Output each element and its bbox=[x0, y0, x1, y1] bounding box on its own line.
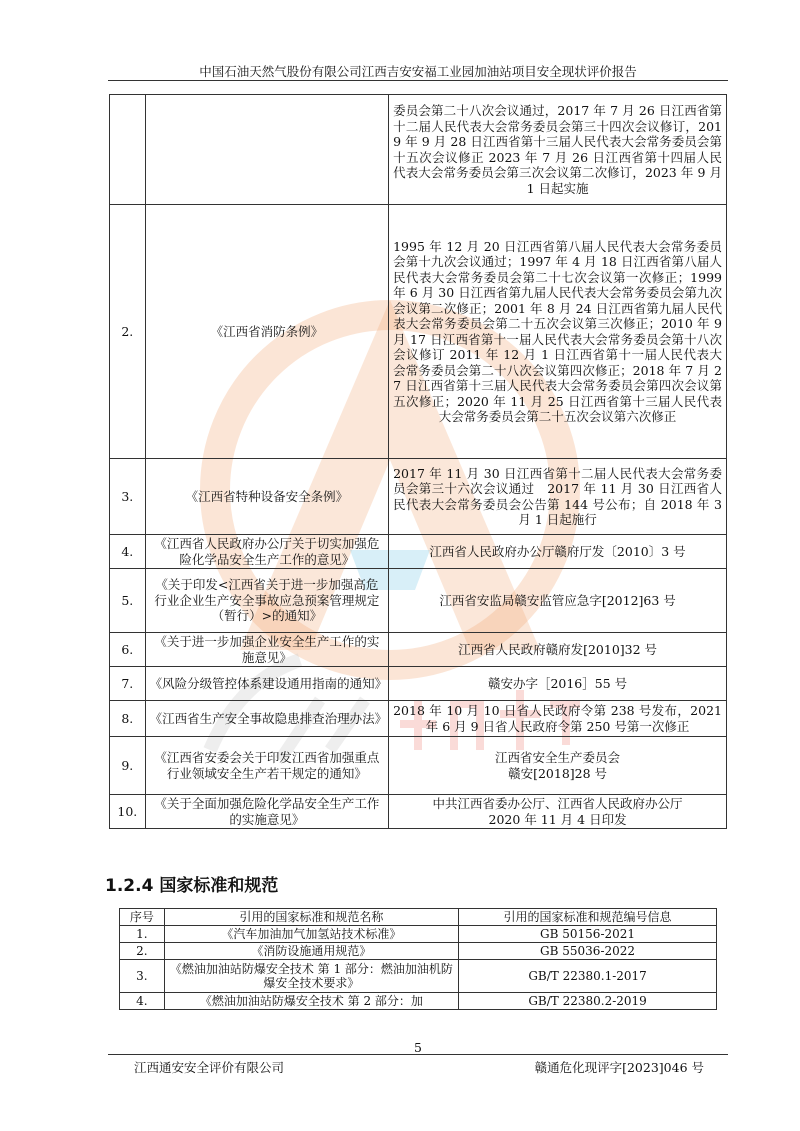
table-row bbox=[110, 205, 727, 459]
row-number: 3. bbox=[110, 459, 146, 535]
regulation-info: 江西省安监局赣安监管应急字[2012]63 号 bbox=[389, 569, 727, 633]
regulation-info: 江西省人民政府办公厅赣府厅发〔2010〕3 号 bbox=[389, 535, 727, 569]
regulation-name bbox=[145, 95, 388, 205]
table-row bbox=[110, 795, 727, 829]
section-heading: 1.2.4 国家标准和规范 bbox=[105, 876, 279, 896]
standard-name: 《汽车加油加气加氢站技术标准》 bbox=[164, 926, 458, 943]
column-header-name: 引用的国家标准和规范名称 bbox=[164, 909, 458, 926]
row-number: 7. bbox=[110, 667, 146, 701]
regulation-info: 中共江西省委办公厅、江西省人民政府办公厅 2020 年 11 月 4 日印发 bbox=[389, 795, 727, 829]
regulation-name: 《关于进一步加强企业安全生产工作的实施意见》 bbox=[145, 633, 388, 667]
table-row bbox=[110, 569, 727, 633]
footer-report-number: 赣通危化现评字[2023]046 号 bbox=[534, 1060, 704, 1075]
standards-table bbox=[119, 908, 717, 1010]
footer-company: 江西通安安全评价有限公司 bbox=[134, 1060, 285, 1075]
regulation-info: 江西省安全生产委员会 赣安[2018]28 号 bbox=[389, 737, 727, 795]
regulation-name: 《江西省消防条例》 bbox=[145, 205, 388, 459]
standard-code: GB 55036-2022 bbox=[459, 943, 717, 960]
table-row bbox=[120, 926, 717, 943]
regulation-info: 江西省人民政府赣府发[2010]32 号 bbox=[389, 633, 727, 667]
standard-code: GB 50156-2021 bbox=[459, 926, 717, 943]
row-number: 4. bbox=[120, 993, 165, 1010]
row-number: 1. bbox=[120, 926, 165, 943]
regulation-info: 2017 年 11 月 30 日江西省第十二届人民代表大会常务委员会第三十六次会议通过 2017 年 11 月 30 日江西省人民代表大会常务委员会公告第 144 号公布；自 2018 年 3 月 1 日起施行 bbox=[389, 459, 727, 535]
standard-code: GB/T 22380.2-2019 bbox=[459, 993, 717, 1010]
column-header-code: 引用的国家标准和规范编号信息 bbox=[459, 909, 717, 926]
table-row bbox=[110, 95, 727, 205]
header-divider bbox=[108, 80, 728, 81]
footer-divider bbox=[108, 1054, 728, 1055]
row-number: 2. bbox=[120, 943, 165, 960]
regulation-name: 《江西省生产安全事故隐患排查治理办法》 bbox=[145, 701, 388, 737]
standard-name: 《燃油加油站防爆安全技术 第 2 部分：加 bbox=[164, 993, 458, 1010]
table-row bbox=[120, 993, 717, 1010]
row-number bbox=[110, 95, 146, 205]
row-number: 2. bbox=[110, 205, 146, 459]
table-row bbox=[110, 701, 727, 737]
regulation-info: 2018 年 10 月 10 日省人民政府令第 238 号发布，2021 年 6 月 9 日省人民政府令第 250 号第一次修正 bbox=[389, 701, 727, 737]
page-number: 5 bbox=[414, 1040, 422, 1055]
page-header: 中国石油天然气股份有限公司江西吉安安福工业园加油站项目安全现状评价报告 bbox=[199, 64, 637, 79]
row-number: 5. bbox=[110, 569, 146, 633]
row-number: 8. bbox=[110, 701, 146, 737]
row-number: 10. bbox=[110, 795, 146, 829]
table-row bbox=[110, 535, 727, 569]
table-row bbox=[110, 667, 727, 701]
regulations-table bbox=[109, 94, 727, 829]
table-row bbox=[110, 633, 727, 667]
regulation-name: 《江西省特种设备安全条例》 bbox=[145, 459, 388, 535]
regulation-name: 《关于全面加强危险化学品安全生产工作的实施意见》 bbox=[145, 795, 388, 829]
table-header-row bbox=[120, 909, 717, 926]
table-row bbox=[110, 737, 727, 795]
regulation-info: 赣安办字［2016］55 号 bbox=[389, 667, 727, 701]
row-number: 9. bbox=[110, 737, 146, 795]
regulation-name: 《江西省人民政府办公厅关于切实加强危险化学品安全生产工作的意见》 bbox=[145, 535, 388, 569]
table-row bbox=[120, 960, 717, 993]
regulation-info: 委员会第二十八次会议通过，2017 年 7 月 26 日江西省第十二届人民代表大会常务委员会第三十四次会议修订，2019 年 9 月 28 日江西省第十三届人民代表大会常务委员会第十五次会议修正 2023 年 7 月 26 日江西省第十四届人民代表大会常务委员会第三次会议第二次修订，2023 年 9 月 1 日起实施 bbox=[389, 95, 727, 205]
row-number: 6. bbox=[110, 633, 146, 667]
standard-name: 《燃油加油站防爆安全技术 第 1 部分：燃油加油机防爆安全技术要求》 bbox=[164, 960, 458, 993]
standard-name: 《消防设施通用规范》 bbox=[164, 943, 458, 960]
regulation-info: 1995 年 12 月 20 日江西省第八届人民代表大会常务委员会第十九次会议通过；1997 年 4 月 18 日江西省第八届人民代表大会常务委员会第二十七次会议第一次修正；1999 年 6 月 30 日江西省第九届人民代表大会常务委员会第九次会议第二次修正；2001 年 8 月 24 日江西省第九届人民代表大会常务委员会第二十五次会议第三次修正；2010 年 9 月 17 日江西省第十一届人民代表大会常务委员会第十八次会议修订 2011 年 12 月 1 日江西省第十一届人民代表大会常务委员会第二十八次会议第四次修正；2018 年 7 月 27 日江西省第十三届人民代表大会常务委员会第四次会议第五次修正；2020 年 11 月 25 日江西省第十三届人民代表大会常务委员会第二十五次会议第六次修正 bbox=[389, 205, 727, 459]
row-number: 3. bbox=[120, 960, 165, 993]
regulation-name: 《关于印发<江西省关于进一步加强高危行业企业生产安全事故应急预案管理规定（暂行）>的通知》 bbox=[145, 569, 388, 633]
table-row bbox=[110, 459, 727, 535]
table-row bbox=[120, 943, 717, 960]
row-number: 4. bbox=[110, 535, 146, 569]
regulation-name: 《风险分级管控体系建设通用指南的通知》 bbox=[145, 667, 388, 701]
regulation-name: 《江西省安委会关于印发江西省加强重点行业领域安全生产若干规定的通知》 bbox=[145, 737, 388, 795]
standard-code: GB/T 22380.1-2017 bbox=[459, 960, 717, 993]
column-header-number: 序号 bbox=[120, 909, 165, 926]
